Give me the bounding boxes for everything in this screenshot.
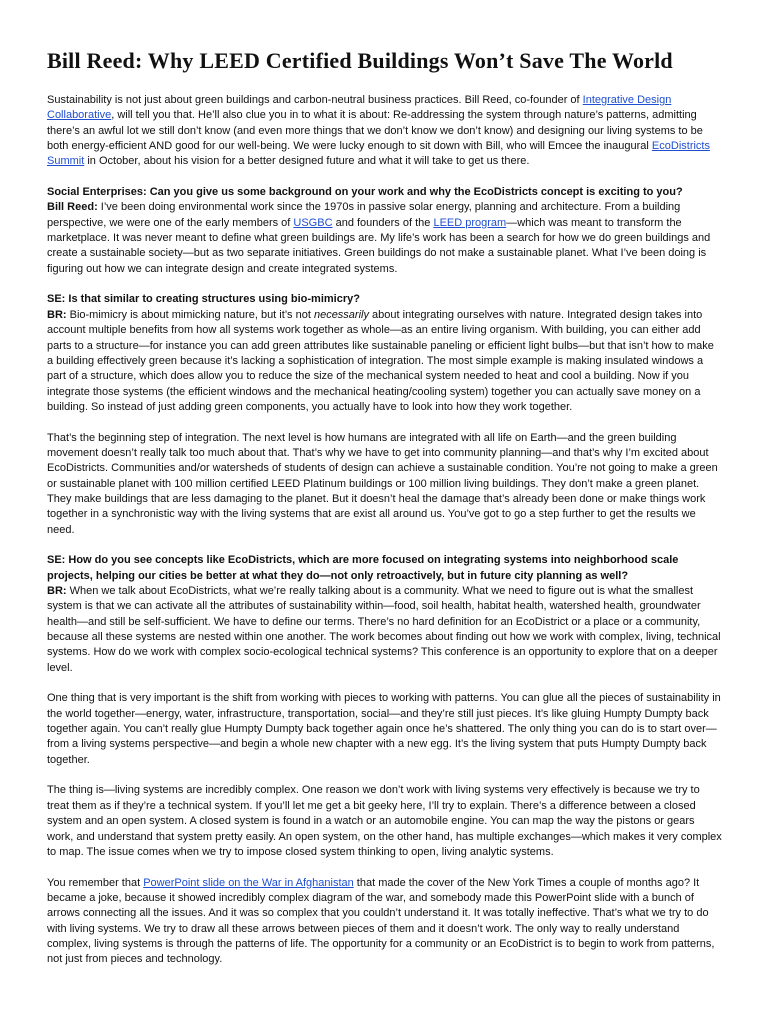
speaker-label: BR: bbox=[47, 308, 67, 321]
answer-1-text-3: —which was meant to transform the marketplace. It was never meant to define what green buildings are. My life’s work has been a search for how we do green buildings and create a sustainable society—but as two separate initiatives. Green buildings do not make a sustainable planet. What I’ve been doing is figuring out how we can integrate design and create integrated systems. bbox=[47, 216, 711, 275]
answer-3-paragraph-2: One thing that is very important is the shift from working with pieces to working with patterns. You can glue all the pieces of sustainability in the world together—energy, water, infrastructure, transportation, social—and they’re still just pieces. It’s like gluing Humpty Dumpty back together again. You can’t really glue Humpty Dumpty back together again once he’s shattered. The only thing you can do is to start over—from a living systems perspective—and begin a whole new chapter with a new egg. It’s the living system that puts Humpty Dumpty back together. bbox=[47, 692, 721, 766]
answer-2 bbox=[47, 308, 722, 415]
speaker-label: BR: bbox=[47, 585, 67, 597]
answer-3 bbox=[47, 584, 722, 676]
question-1: Social Enterprises: Can you give us some background on your work and why the EcoDistricts concept is exciting to you? bbox=[47, 186, 683, 199]
answer-1-text-2: and founders of the bbox=[332, 216, 434, 229]
answer-2-paragraph-2: That’s the beginning step of integration. The next level is how humans are integrated with all life on Earth—and the green building movement doesn’t really talk too much about that. That’s why we have to get into community planning—and that’s why I’m excited about EcoDistricts. Communities and/or watersheds of students of design can achieve a sustainable condition. You’re not going to make a green or sustainable planet with 100 million certified LEED Platinum buildings or 100 million living buildings. They don’t make a green planet. They make buildings that are less damaging to the planet. But it doesn’t heal the damage that’s already been done or make things work together in a synchronistic way with the living systems that are exist all around us. You’ve got to go a step further to get the results we need. bbox=[47, 431, 718, 536]
intro-paragraph bbox=[47, 93, 722, 170]
speaker-label: Bill Reed: bbox=[47, 201, 98, 214]
answer-1-text-1: I’ve been doing environmental work since the 1970s in passive solar energy, planning and architecture. From a building perspective, we were one of the early members of bbox=[47, 201, 681, 229]
answer-1 bbox=[47, 200, 722, 277]
answer-3-paragraph-4 bbox=[47, 876, 722, 968]
answer-3-text-1: When we talk about EcoDistricts, what we’re really talking about is a community. What we need to figure out is what the smallest system is that we can activate all the attributes of sustainability within—food, soil health, habitat health, watershed health, groundwater health—and still be self-sufficient. We have to define our terms. There’s no hard definition for an EcoDistrict or a place or a community, because all these systems are nested within one another. The work becomes about finding out how we work with complex, living, technical systems. How do we work with complex socio-ecological technical systems? This conference is an opportunity to explore that on a deeper level. bbox=[47, 585, 721, 674]
answer-2-text-1: Bio-mimicry is about mimicking nature, but it’s not bbox=[66, 308, 314, 321]
answer-2-text-2: about integrating ourselves with nature. Integrated design takes into account multiple benefits from how all systems work together as whole—as an entire living organism. With building, you can either add parts to a structure—for instance you can add green attributes like sustainable paneling or efficient light bulbs—but that isn’t how to make a building effectively green because it’s lacking a sophistication of integration. The most simple example is making insulated windows a part of a structure, which does allow you to reduce the size of the mechanical system needed to heat and cool a building. Now if you integrate those systems (the efficient windows and the mechanical heating/cooling system) together you can actually save money on a building. So instead of just adding green components, you actually have to look into how they work together. bbox=[47, 308, 714, 413]
article-body bbox=[47, 93, 722, 968]
answer-3-paragraph-4-text-2: that made the cover of the New York Times a couple of months ago? It became a joke, because it showed incredibly complex diagram of the war, and somebody made this PowerPoint slide with a bunch of arrows connecting all the issues. And it was so complex that you couldn’t understand it. It was totally ineffective. That’s what we try to do with living systems. We try to draw all these arrows between pieces of them and it doesn’t work. The only way to really understand complex, living systems is through the patterns of life. The opportunity for a community or an EcoDistrict is to begin to work from patterns, not just from pieces and technology. bbox=[47, 876, 715, 966]
answer-3-paragraph-3: The thing is—living systems are incredibly complex. One reason we don’t work with living systems very effectively is because we try to treat them as if they’re a technical system. If you’ll let me get a bit geeky here, I’ll try to explain. There’s a difference between a closed system and an open system. A closed system is found in a watch or an automobile engine. You can map the way the pistons or gears work, and understand that system pretty easily. An open system, on the other hand, has multiple exchanges—which makes it very complex to map. The issue comes when we try to impose closed system thinking to open, living analytic systems. bbox=[47, 784, 722, 858]
answer-2-emphasis: necessarily bbox=[313, 308, 369, 321]
link-leed-program[interactable]: LEED program bbox=[433, 216, 507, 229]
intro-text-2: , will tell you that. He’ll also clue you in to what it is about: Re-addressing the system through nature’s patterns, admitting there’s an awful lot we still don’t know (and even more things that we don’t know we don’t know) and designing our living systems to be both energy-efficient AND good for our well-being. We were lucky enough to sit down with Bill, who will Emcee the inaugural bbox=[47, 109, 703, 153]
answer-3-paragraph-4-text-1: You remember that bbox=[47, 876, 144, 889]
question-2: SE: Is that similar to creating structures using bio-mimicry? bbox=[47, 293, 360, 306]
link-usgbc[interactable]: USGBC bbox=[293, 216, 333, 229]
intro-text-1: Sustainability is not just about green buildings and carbon-neutral business practices. Bill Reed, co-founder of bbox=[47, 94, 583, 106]
intro-text-3: in October, about his vision for a better designed future and what it will take to get us there. bbox=[84, 155, 530, 168]
link-ecodistricts-summit[interactable]: EcoDistricts Summit bbox=[47, 140, 710, 168]
link-powerpoint-slide[interactable]: PowerPoint slide on the War in Afghanistan bbox=[143, 876, 354, 889]
question-3: SE: How do you see concepts like EcoDistricts, which are more focused on integrating systems into neighborhood scale projects, helping our cities be better at what they do—not only retroactively, but in future city planning as well? bbox=[47, 554, 679, 582]
article-title: Bill Reed: Why LEED Certified Buildings Won’t Save The World bbox=[47, 48, 673, 73]
link-integrative-design-collaborative[interactable]: Integrative Design Collaborative bbox=[47, 94, 672, 122]
